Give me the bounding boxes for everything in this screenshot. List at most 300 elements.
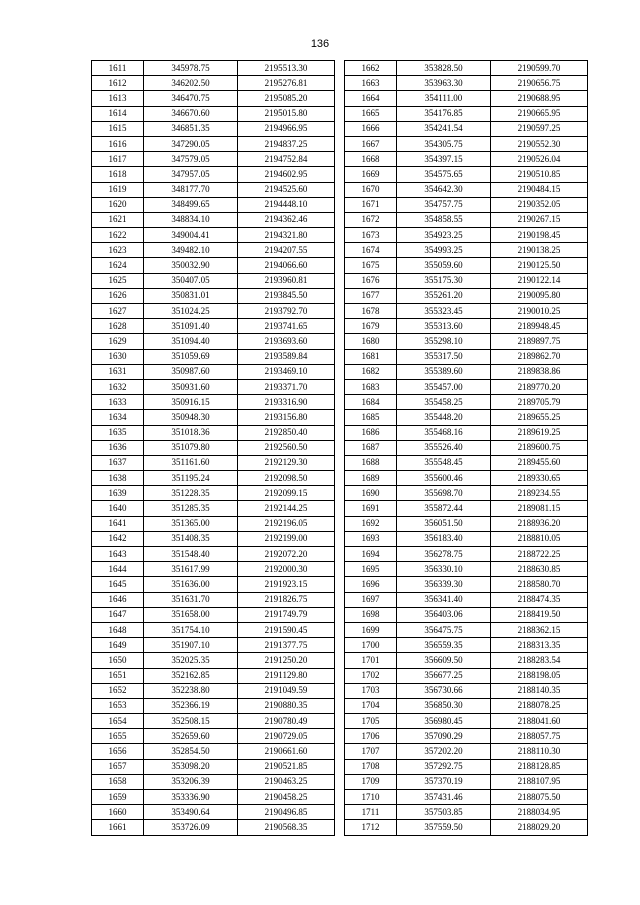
x-coordinate-cell: 350916.15	[144, 395, 238, 410]
point-number-cell: 1654	[92, 714, 144, 729]
point-number-cell: 1628	[92, 319, 144, 334]
y-coordinate-cell: 2188810.05	[491, 531, 588, 546]
x-coordinate-cell: 351195.24	[144, 471, 238, 486]
y-coordinate-cell: 2189600.75	[491, 440, 588, 455]
table-row	[92, 805, 335, 820]
table-row	[92, 729, 335, 744]
y-coordinate-cell: 2194602.95	[238, 167, 335, 182]
table-row	[92, 182, 335, 197]
y-coordinate-cell: 2190656.75	[491, 76, 588, 91]
point-number-cell: 1685	[345, 410, 397, 425]
y-coordinate-cell: 2191250.20	[238, 653, 335, 668]
x-coordinate-cell: 351754.10	[144, 622, 238, 637]
point-number-cell: 1659	[92, 790, 144, 805]
point-number-cell: 1634	[92, 410, 144, 425]
y-coordinate-cell: 2189948.45	[491, 319, 588, 334]
table-row	[92, 395, 335, 410]
y-coordinate-cell: 2191377.75	[238, 638, 335, 653]
point-number-cell: 1690	[345, 486, 397, 501]
point-number-cell: 1706	[345, 729, 397, 744]
table-row	[345, 106, 588, 121]
y-coordinate-cell: 2192099.15	[238, 486, 335, 501]
table-row	[92, 714, 335, 729]
y-coordinate-cell: 2193371.70	[238, 379, 335, 394]
point-number-cell: 1612	[92, 76, 144, 91]
x-coordinate-cell: 356980.45	[397, 714, 491, 729]
table-row	[345, 167, 588, 182]
point-number-cell: 1671	[345, 197, 397, 212]
y-coordinate-cell: 2188034.95	[491, 805, 588, 820]
x-coordinate-cell: 357292.75	[397, 759, 491, 774]
table-row	[345, 744, 588, 759]
y-coordinate-cell: 2190510.85	[491, 167, 588, 182]
table-row	[92, 121, 335, 136]
x-coordinate-cell: 350407.05	[144, 273, 238, 288]
x-coordinate-cell: 356339.30	[397, 577, 491, 592]
y-coordinate-cell: 2188078.25	[491, 698, 588, 713]
table-row	[345, 668, 588, 683]
y-coordinate-cell: 2194966.95	[238, 121, 335, 136]
point-number-cell: 1663	[345, 76, 397, 91]
x-coordinate-cell: 346470.75	[144, 91, 238, 106]
point-number-cell: 1689	[345, 471, 397, 486]
point-number-cell: 1696	[345, 577, 397, 592]
x-coordinate-cell: 357559.50	[397, 820, 491, 835]
table-row	[345, 243, 588, 258]
x-coordinate-cell: 349482.10	[144, 243, 238, 258]
x-coordinate-cell: 355458.25	[397, 395, 491, 410]
y-coordinate-cell: 2193741.65	[238, 319, 335, 334]
x-coordinate-cell: 345978.75	[144, 61, 238, 76]
table-row	[92, 668, 335, 683]
y-coordinate-cell: 2188057.75	[491, 729, 588, 744]
x-coordinate-cell: 351285.35	[144, 501, 238, 516]
x-coordinate-cell: 351658.00	[144, 607, 238, 622]
x-coordinate-cell: 356278.75	[397, 547, 491, 562]
y-coordinate-cell: 2190463.25	[238, 774, 335, 789]
point-number-cell: 1656	[92, 744, 144, 759]
y-coordinate-cell: 2194362.46	[238, 212, 335, 227]
point-number-cell: 1710	[345, 790, 397, 805]
y-coordinate-cell: 2188362.15	[491, 622, 588, 637]
y-coordinate-cell: 2190095.80	[491, 288, 588, 303]
table-row	[345, 273, 588, 288]
x-coordinate-cell: 356850.30	[397, 698, 491, 713]
x-coordinate-cell: 356730.66	[397, 683, 491, 698]
y-coordinate-cell: 2188580.70	[491, 577, 588, 592]
table-row	[345, 197, 588, 212]
point-number-cell: 1653	[92, 698, 144, 713]
table-row	[92, 698, 335, 713]
y-coordinate-cell: 2195276.81	[238, 76, 335, 91]
table-row	[92, 547, 335, 562]
x-coordinate-cell: 355457.00	[397, 379, 491, 394]
y-coordinate-cell: 2190352.05	[491, 197, 588, 212]
point-number-cell: 1636	[92, 440, 144, 455]
y-coordinate-cell: 2190521.85	[238, 759, 335, 774]
table-row	[92, 243, 335, 258]
x-coordinate-cell: 352366.19	[144, 698, 238, 713]
table-row	[92, 76, 335, 91]
y-coordinate-cell: 2188128.85	[491, 759, 588, 774]
y-coordinate-cell: 2190552.30	[491, 136, 588, 151]
y-coordinate-cell: 2188198.05	[491, 668, 588, 683]
x-coordinate-cell: 354757.75	[397, 197, 491, 212]
point-number-cell: 1622	[92, 228, 144, 243]
x-coordinate-cell: 350931.60	[144, 379, 238, 394]
table-row	[345, 729, 588, 744]
table-row	[345, 334, 588, 349]
point-number-cell: 1629	[92, 334, 144, 349]
table-row	[92, 288, 335, 303]
y-coordinate-cell: 2188313.35	[491, 638, 588, 653]
point-number-cell: 1695	[345, 562, 397, 577]
x-coordinate-cell: 355872.44	[397, 501, 491, 516]
table-row	[92, 638, 335, 653]
x-coordinate-cell: 357503.85	[397, 805, 491, 820]
point-number-cell: 1658	[92, 774, 144, 789]
table-row	[345, 790, 588, 805]
table-row	[92, 106, 335, 121]
table-row	[92, 334, 335, 349]
x-coordinate-cell: 351018.36	[144, 425, 238, 440]
y-coordinate-cell: 2188630.85	[491, 562, 588, 577]
x-coordinate-cell: 349004.41	[144, 228, 238, 243]
table-row	[92, 577, 335, 592]
x-coordinate-cell: 356475.75	[397, 622, 491, 637]
x-coordinate-cell: 357202.20	[397, 744, 491, 759]
point-number-cell: 1635	[92, 425, 144, 440]
point-number-cell: 1682	[345, 364, 397, 379]
y-coordinate-cell: 2191826.75	[238, 592, 335, 607]
x-coordinate-cell: 351094.40	[144, 334, 238, 349]
page-number: 136	[310, 38, 330, 50]
x-coordinate-cell: 355175.30	[397, 273, 491, 288]
x-coordinate-cell: 351636.00	[144, 577, 238, 592]
point-number-cell: 1703	[345, 683, 397, 698]
point-number-cell: 1697	[345, 592, 397, 607]
x-coordinate-cell: 354642.30	[397, 182, 491, 197]
y-coordinate-cell: 2188029.20	[491, 820, 588, 835]
y-coordinate-cell: 2190665.95	[491, 106, 588, 121]
table-row	[92, 683, 335, 698]
x-coordinate-cell: 351024.25	[144, 304, 238, 319]
x-coordinate-cell: 353963.30	[397, 76, 491, 91]
point-number-cell: 1665	[345, 106, 397, 121]
y-coordinate-cell: 2195015.80	[238, 106, 335, 121]
y-coordinate-cell: 2190661.60	[238, 744, 335, 759]
point-number-cell: 1647	[92, 607, 144, 622]
x-coordinate-cell: 348834.10	[144, 212, 238, 227]
point-number-cell: 1668	[345, 152, 397, 167]
y-coordinate-cell: 2190458.25	[238, 790, 335, 805]
point-number-cell: 1675	[345, 258, 397, 273]
y-coordinate-cell: 2191923.15	[238, 577, 335, 592]
table-row	[345, 471, 588, 486]
x-coordinate-cell: 353490.64	[144, 805, 238, 820]
x-coordinate-cell: 350032.90	[144, 258, 238, 273]
y-coordinate-cell: 2193792.70	[238, 304, 335, 319]
x-coordinate-cell: 352162.85	[144, 668, 238, 683]
table-row	[345, 486, 588, 501]
x-coordinate-cell: 350831.01	[144, 288, 238, 303]
y-coordinate-cell: 2189619.25	[491, 425, 588, 440]
table-row	[92, 516, 335, 531]
table-row	[345, 410, 588, 425]
point-number-cell: 1680	[345, 334, 397, 349]
table-row	[92, 501, 335, 516]
y-coordinate-cell: 2193589.84	[238, 349, 335, 364]
table-row	[345, 653, 588, 668]
y-coordinate-cell: 2192072.20	[238, 547, 335, 562]
point-number-cell: 1684	[345, 395, 397, 410]
point-number-cell: 1701	[345, 653, 397, 668]
x-coordinate-cell: 350987.60	[144, 364, 238, 379]
table-row	[345, 455, 588, 470]
point-number-cell: 1616	[92, 136, 144, 151]
table-row	[345, 638, 588, 653]
point-number-cell: 1709	[345, 774, 397, 789]
table-row	[92, 820, 335, 835]
table-row	[345, 121, 588, 136]
point-number-cell: 1648	[92, 622, 144, 637]
point-number-cell: 1623	[92, 243, 144, 258]
point-number-cell: 1613	[92, 91, 144, 106]
x-coordinate-cell: 355468.16	[397, 425, 491, 440]
y-coordinate-cell: 2194837.25	[238, 136, 335, 151]
table-row	[92, 304, 335, 319]
point-number-cell: 1638	[92, 471, 144, 486]
table-row	[92, 319, 335, 334]
x-coordinate-cell: 351408.35	[144, 531, 238, 546]
x-coordinate-cell: 354241.54	[397, 121, 491, 136]
point-number-cell: 1705	[345, 714, 397, 729]
y-coordinate-cell: 2194321.80	[238, 228, 335, 243]
point-number-cell: 1626	[92, 288, 144, 303]
y-coordinate-cell: 2189081.15	[491, 501, 588, 516]
x-coordinate-cell: 356403.06	[397, 607, 491, 622]
x-coordinate-cell: 354575.65	[397, 167, 491, 182]
table-row	[92, 653, 335, 668]
table-row	[92, 258, 335, 273]
table-row	[345, 212, 588, 227]
x-coordinate-cell: 351091.40	[144, 319, 238, 334]
y-coordinate-cell: 2189862.70	[491, 349, 588, 364]
point-number-cell: 1686	[345, 425, 397, 440]
y-coordinate-cell: 2192199.00	[238, 531, 335, 546]
table-row	[92, 273, 335, 288]
table-row	[92, 425, 335, 440]
y-coordinate-cell: 2189234.55	[491, 486, 588, 501]
table-row	[345, 152, 588, 167]
x-coordinate-cell: 352238.80	[144, 683, 238, 698]
y-coordinate-cell: 2192098.50	[238, 471, 335, 486]
table-row	[345, 562, 588, 577]
point-number-cell: 1649	[92, 638, 144, 653]
point-number-cell: 1704	[345, 698, 397, 713]
point-number-cell: 1699	[345, 622, 397, 637]
table-row	[92, 759, 335, 774]
y-coordinate-cell: 2190267.15	[491, 212, 588, 227]
table-row	[92, 607, 335, 622]
x-coordinate-cell: 357431.46	[397, 790, 491, 805]
table-row	[92, 61, 335, 76]
point-number-cell: 1657	[92, 759, 144, 774]
y-coordinate-cell: 2188075.50	[491, 790, 588, 805]
point-number-cell: 1660	[92, 805, 144, 820]
table-row	[92, 349, 335, 364]
point-number-cell: 1639	[92, 486, 144, 501]
point-number-cell: 1674	[345, 243, 397, 258]
y-coordinate-cell: 2188474.35	[491, 592, 588, 607]
x-coordinate-cell: 354305.75	[397, 136, 491, 151]
x-coordinate-cell: 354923.25	[397, 228, 491, 243]
table-row	[345, 547, 588, 562]
point-number-cell: 1620	[92, 197, 144, 212]
point-number-cell: 1652	[92, 683, 144, 698]
x-coordinate-cell: 355600.46	[397, 471, 491, 486]
y-coordinate-cell: 2195085.20	[238, 91, 335, 106]
point-number-cell: 1643	[92, 547, 144, 562]
x-coordinate-cell: 355698.70	[397, 486, 491, 501]
point-number-cell: 1683	[345, 379, 397, 394]
y-coordinate-cell: 2194752.84	[238, 152, 335, 167]
table-row	[345, 714, 588, 729]
x-coordinate-cell: 351548.40	[144, 547, 238, 562]
table-row	[345, 622, 588, 637]
y-coordinate-cell: 2194066.60	[238, 258, 335, 273]
point-number-cell: 1641	[92, 516, 144, 531]
y-coordinate-cell: 2189330.65	[491, 471, 588, 486]
y-coordinate-cell: 2189897.75	[491, 334, 588, 349]
y-coordinate-cell: 2190125.50	[491, 258, 588, 273]
x-coordinate-cell: 351161.60	[144, 455, 238, 470]
y-coordinate-cell: 2188041.60	[491, 714, 588, 729]
x-coordinate-cell: 356341.40	[397, 592, 491, 607]
y-coordinate-cell: 2192196.05	[238, 516, 335, 531]
x-coordinate-cell: 353726.09	[144, 820, 238, 835]
x-coordinate-cell: 352659.60	[144, 729, 238, 744]
y-coordinate-cell: 2190568.35	[238, 820, 335, 835]
y-coordinate-cell: 2193316.90	[238, 395, 335, 410]
point-number-cell: 1646	[92, 592, 144, 607]
table-row	[92, 531, 335, 546]
table-row	[345, 136, 588, 151]
point-number-cell: 1611	[92, 61, 144, 76]
table-row	[345, 425, 588, 440]
x-coordinate-cell: 355548.45	[397, 455, 491, 470]
x-coordinate-cell: 356183.40	[397, 531, 491, 546]
point-number-cell: 1633	[92, 395, 144, 410]
table-row	[92, 212, 335, 227]
y-coordinate-cell: 2189705.79	[491, 395, 588, 410]
point-number-cell: 1619	[92, 182, 144, 197]
point-number-cell: 1672	[345, 212, 397, 227]
table-row	[92, 592, 335, 607]
table-row	[345, 61, 588, 76]
y-coordinate-cell: 2190780.49	[238, 714, 335, 729]
point-number-cell: 1664	[345, 91, 397, 106]
table-row	[345, 395, 588, 410]
point-number-cell: 1681	[345, 349, 397, 364]
point-number-cell: 1693	[345, 531, 397, 546]
point-number-cell: 1661	[92, 820, 144, 835]
x-coordinate-cell: 357370.19	[397, 774, 491, 789]
x-coordinate-cell: 346670.60	[144, 106, 238, 121]
table-row	[92, 379, 335, 394]
y-coordinate-cell: 2190122.14	[491, 273, 588, 288]
x-coordinate-cell: 351617.99	[144, 562, 238, 577]
point-number-cell: 1698	[345, 607, 397, 622]
y-coordinate-cell: 2188722.25	[491, 547, 588, 562]
table-row	[92, 167, 335, 182]
table-row	[345, 759, 588, 774]
point-number-cell: 1621	[92, 212, 144, 227]
y-coordinate-cell: 2194525.60	[238, 182, 335, 197]
point-number-cell: 1678	[345, 304, 397, 319]
y-coordinate-cell: 2189655.25	[491, 410, 588, 425]
table-row	[92, 622, 335, 637]
point-number-cell: 1692	[345, 516, 397, 531]
point-number-cell: 1687	[345, 440, 397, 455]
point-number-cell: 1662	[345, 61, 397, 76]
table-row	[92, 744, 335, 759]
x-coordinate-cell: 351079.80	[144, 440, 238, 455]
y-coordinate-cell: 2193693.60	[238, 334, 335, 349]
y-coordinate-cell: 2188419.50	[491, 607, 588, 622]
point-number-cell: 1655	[92, 729, 144, 744]
y-coordinate-cell: 2194207.55	[238, 243, 335, 258]
x-coordinate-cell: 355389.60	[397, 364, 491, 379]
table-row	[345, 182, 588, 197]
table-row	[92, 562, 335, 577]
x-coordinate-cell: 347290.05	[144, 136, 238, 151]
table-row	[345, 228, 588, 243]
y-coordinate-cell: 2192144.25	[238, 501, 335, 516]
y-coordinate-cell: 2190138.25	[491, 243, 588, 258]
y-coordinate-cell: 2195513.30	[238, 61, 335, 76]
point-number-cell: 1676	[345, 273, 397, 288]
x-coordinate-cell: 355059.60	[397, 258, 491, 273]
x-coordinate-cell: 353098.20	[144, 759, 238, 774]
y-coordinate-cell: 2191129.80	[238, 668, 335, 683]
x-coordinate-cell: 352025.35	[144, 653, 238, 668]
y-coordinate-cell: 2194448.10	[238, 197, 335, 212]
y-coordinate-cell: 2188283.54	[491, 653, 588, 668]
point-number-cell: 1677	[345, 288, 397, 303]
x-coordinate-cell: 356559.35	[397, 638, 491, 653]
x-coordinate-cell: 352508.15	[144, 714, 238, 729]
x-coordinate-cell: 346202.50	[144, 76, 238, 91]
y-coordinate-cell: 2190484.15	[491, 182, 588, 197]
y-coordinate-cell: 2191590.45	[238, 622, 335, 637]
y-coordinate-cell: 2190526.04	[491, 152, 588, 167]
y-coordinate-cell: 2190729.05	[238, 729, 335, 744]
y-coordinate-cell: 2191049.59	[238, 683, 335, 698]
y-coordinate-cell: 2188140.35	[491, 683, 588, 698]
x-coordinate-cell: 354397.15	[397, 152, 491, 167]
table-row	[345, 531, 588, 546]
point-number-cell: 1708	[345, 759, 397, 774]
point-number-cell: 1617	[92, 152, 144, 167]
point-number-cell: 1645	[92, 577, 144, 592]
y-coordinate-cell: 2190496.85	[238, 805, 335, 820]
x-coordinate-cell: 351365.00	[144, 516, 238, 531]
y-coordinate-cell: 2190688.95	[491, 91, 588, 106]
table-row	[92, 455, 335, 470]
table-row	[345, 76, 588, 91]
x-coordinate-cell: 352854.50	[144, 744, 238, 759]
